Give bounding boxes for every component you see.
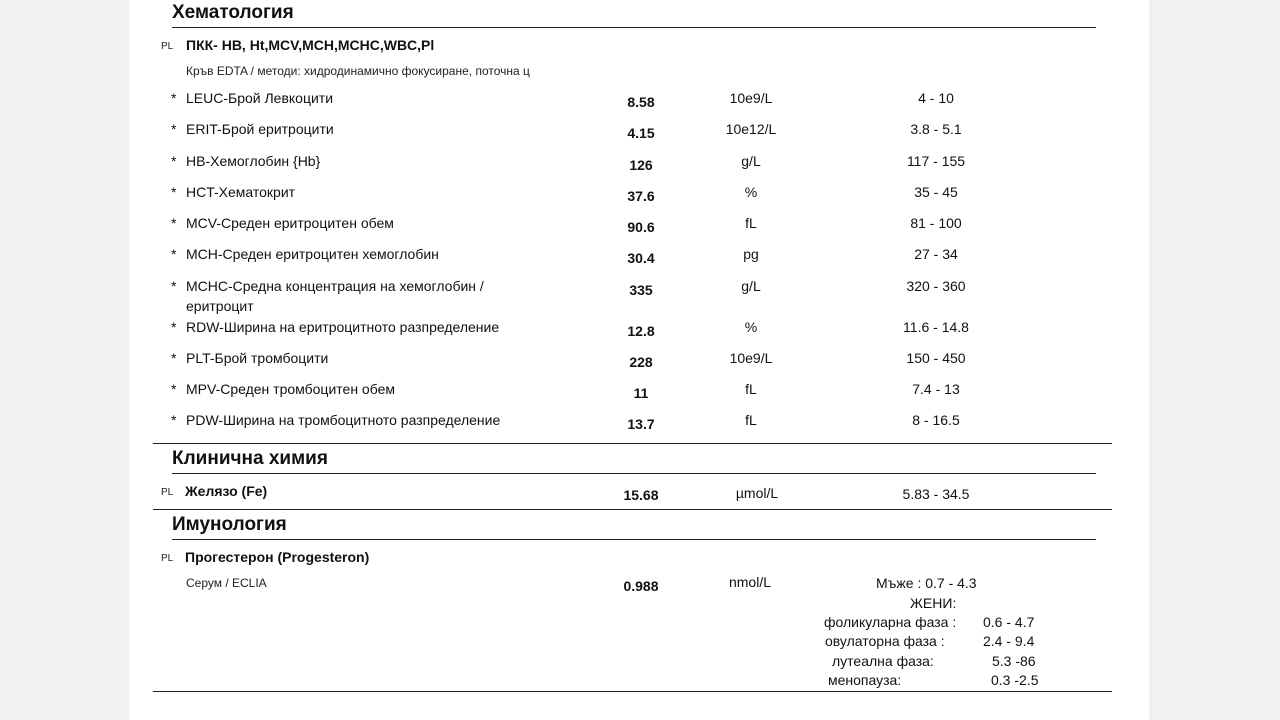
row-marker: *	[171, 121, 177, 137]
section-underline	[172, 27, 1096, 28]
result-value: 4.15	[627, 125, 655, 141]
reference-range: 4 - 10	[918, 90, 954, 106]
result-value: 11	[633, 385, 649, 401]
result-value: 126	[629, 157, 653, 173]
reference-phase-label: лутеална фаза:	[832, 653, 934, 669]
reference-phase-range: 5.3 -86	[992, 653, 1036, 669]
test-name: RDW-Ширина на еритроцитното разпределение	[186, 319, 500, 335]
reference-range: 150 - 450	[906, 350, 966, 366]
row-marker: *	[171, 153, 177, 169]
test-name: HB-Хемоглобин {Hb}	[186, 153, 321, 169]
result-value: 0.988	[623, 578, 659, 594]
reference-women-header: ЖЕНИ:	[910, 595, 957, 611]
result-value: 335	[629, 282, 653, 298]
test-name: LEUC-Брой Левкоцити	[186, 90, 334, 106]
row-marker: *	[171, 215, 177, 231]
reference-phase-range: 2.4 - 9.4	[983, 633, 1035, 649]
reference-phase-label: овулаторна фаза :	[825, 633, 945, 649]
test-name-progesterone: Прогестерон (Progesteron)	[185, 549, 370, 565]
pl-marker: PL	[161, 487, 174, 498]
reference-phase-label: менопауза:	[828, 672, 902, 688]
reference-range: 117 - 155	[906, 153, 966, 169]
test-name: PLT-Брой тромбоцити	[186, 350, 329, 366]
test-name-iron: Желязо (Fe)	[185, 483, 268, 499]
reference-range: 320 - 360	[906, 278, 966, 294]
result-unit: fL	[745, 412, 757, 428]
result-value: 8.58	[627, 94, 655, 110]
row-marker: *	[171, 90, 177, 106]
section-title-chemistry: Клинична химия	[172, 448, 328, 469]
result-value: 13.7	[627, 416, 655, 432]
pl-marker: PL	[161, 41, 174, 52]
result-unit: g/L	[741, 278, 761, 294]
reference-range: 3.8 - 5.1	[910, 121, 962, 137]
result-unit: 10e12/L	[725, 121, 777, 137]
row-marker: *	[171, 412, 177, 428]
reference-phase-label: фоликуларна фаза :	[824, 614, 957, 630]
section-title-hematology: Хематология	[172, 2, 294, 23]
reference-range: 5.83 - 34.5	[902, 486, 970, 502]
section-divider	[153, 691, 1112, 692]
row-marker: *	[171, 350, 177, 366]
result-value: 15.68	[623, 487, 659, 503]
section-title-immunology: Имунология	[172, 514, 287, 535]
section-divider	[153, 509, 1112, 510]
test-name: MPV-Среден тромбоцитен обем	[186, 381, 395, 397]
reference-range: 35 - 45	[914, 184, 958, 200]
result-unit: pg	[743, 246, 759, 262]
result-unit: fL	[745, 381, 757, 397]
section-underline	[172, 473, 1096, 474]
result-unit: 10e9/L	[729, 350, 773, 366]
reference-range: 11.6 - 14.8	[903, 319, 969, 335]
result-unit: nmol/L	[728, 574, 772, 590]
result-value: 30.4	[627, 250, 655, 266]
result-value: 12.8	[627, 323, 655, 339]
reference-phase-range: 0.6 - 4.7	[983, 614, 1035, 630]
reference-range: 7.4 - 13	[912, 381, 960, 397]
result-unit: 10e9/L	[729, 90, 773, 106]
test-group-name: ПКК- HB, Ht,MCV,MCH,MCHC,WBC,Pl	[186, 37, 435, 53]
row-marker: *	[171, 319, 177, 335]
result-value: 228	[629, 354, 653, 370]
test-group-method: Кръв EDTA / методи: хидродинамично фокусиране, поточна ц	[186, 64, 530, 78]
section-divider	[153, 443, 1112, 444]
reference-range: 27 - 34	[914, 246, 958, 262]
test-name: MCHC-Средна концентрация на хемоглобин / еритроцит	[186, 278, 484, 314]
section-underline	[172, 539, 1096, 540]
result-unit: %	[744, 184, 758, 200]
result-unit: %	[744, 319, 758, 335]
test-name: PDW-Ширина на тромбоцитното разпределение	[186, 412, 501, 428]
result-unit: g/L	[741, 153, 761, 169]
reference-men: Мъже : 0.7 - 4.3	[876, 575, 977, 591]
test-name: MCH-Среден еритроцитен хемоглобин	[186, 246, 439, 262]
test-method: Серум / ECLIA	[186, 576, 267, 590]
row-marker: *	[171, 381, 177, 397]
row-marker: *	[171, 246, 177, 262]
result-value: 90.6	[627, 219, 655, 235]
result-value: 37.6	[627, 188, 655, 204]
row-marker: *	[171, 278, 177, 294]
test-name: ERIT-Брой еритроцити	[186, 121, 334, 137]
test-name: HCT-Хематокрит	[186, 184, 296, 200]
pl-marker: PL	[161, 553, 174, 564]
reference-phase-range: 0.3 -2.5	[991, 672, 1039, 688]
test-name: MCV-Среден еритроцитен обем	[186, 215, 394, 231]
row-marker: *	[171, 184, 177, 200]
reference-range: 8 - 16.5	[912, 412, 960, 428]
reference-range: 81 - 100	[910, 215, 962, 231]
result-unit: µmol/L	[735, 485, 779, 501]
result-unit: fL	[745, 215, 757, 231]
